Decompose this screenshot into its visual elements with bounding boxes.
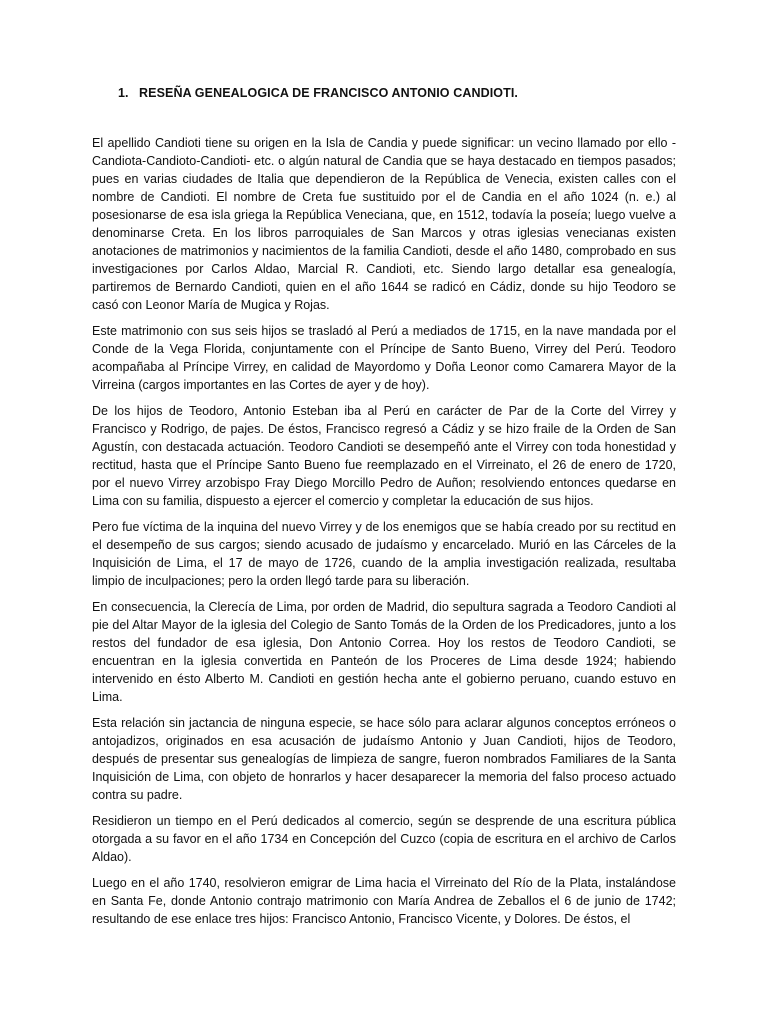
paragraph-origin: El apellido Candioti tiene su origen en la Isla de Candia y puede significar: un vecino llamado por ello - Candiota-Candioto-Candioti- etc. o algún natural de Candia que se haya destacado en tiempos pasados; pues en varias ciudades de Italia que dependieron de la República de Venecia, existen calles con el nombre de Candioti. El nombre de Creta fue sustituido por el de Candia en el año 1024 (n. e.) al posesionarse de esa isla griega la República Veneciana, que, en 1512, todavía la poseía; luego vuelve a denominarse Creta. En los libros parroquiales de San Marcos y otras iglesias venecianas existen anotaciones de matrimonios y nacimientos de la familia Candioti, desde el año 1480, comprobado en sus investigaciones por Carlos Aldao, Marcial R. Candioti, etc. Siendo largo detallar esa genealogía, partiremos de Bernardo Candioti, quien en el año 1644 se radicó en Cádiz, donde su hijo Teodoro se casó con Leonor María de Mugica y Rojas. [92, 136, 676, 312]
paragraph-teodoro-sons: De los hijos de Teodoro, Antonio Esteban iba al Perú en carácter de Par de la Corte del Virrey y Francisco y Rodrigo, de pajes. De éstos, Francisco regresó a Cádiz y se hizo fraile de la Orden de San Agustín, con destacada actuación. Teodoro Candioti se desempeñó ante el Virrey con toda honestidad y rectitud, hasta que el Príncipe Santo Bueno fue reemplazado en el Virreinato, el 26 de enero de 1720, por el nuevo Virrey arzobispo Fray Diego Morcillo Pedro de Auñon; resolviendo entonces quedarse en Lima con su familia, dispuesto a ejercer el comercio y completar la educación de sus hijos. [92, 404, 676, 508]
section-heading [118, 86, 676, 100]
paragraph-peru-voyage: Este matrimonio con sus seis hijos se trasladó al Perú a mediados de 1715, en la nave mandada por el Conde de la Vega Florida, conjuntamente con el Príncipe de Santo Bueno, Virrey del Perú. Teodoro acompañaba al Príncipe Virrey, en calidad de Mayordomo y Doña Leonor como Camarera Mayor de la Virreina (cargos importantes en las Cortes de ayer y de hoy). [92, 324, 676, 392]
heading-title: RESEÑA GENEALOGICA DE FRANCISCO ANTONIO CANDIOTI. [139, 86, 518, 100]
document-body [92, 134, 676, 928]
paragraph-burial: En consecuencia, la Clerecía de Lima, por orden de Madrid, dio sepultura sagrada a Teodoro Candioti al pie del Altar Mayor de la iglesia del Colegio de Santo Tomás de la Orden de los Predicadores, junto a los restos del fundador de esa iglesia, Don Antonio Correa. Hoy los restos de Teodoro Candioti, se encuentran en la iglesia convertida en Panteón de los Proceres de Lima desde 1924; habiendo intervenido en ésto Alberto M. Candioti en gestión hecha ante el gobierno peruano, cuando estuvo en Lima. [92, 600, 676, 704]
paragraph-emigration: Luego en el año 1740, resolvieron emigrar de Lima hacia el Virreinato del Río de la Plata, instalándose en Santa Fe, donde Antonio contrajo matrimonio con María Andrea de Zeballos el 6 de junio de 1742; resultando de ese enlace tres hijos: Francisco Antonio, Francisco Vicente, y Dolores. De éstos, el [92, 876, 676, 926]
paragraph-clarification: Esta relación sin jactancia de ninguna especie, se hace sólo para aclarar algunos conceptos erróneos o antojadizos, originados en esa acusación de judaísmo Antonio y Juan Candioti, hijos de Teodoro, después de presentar sus genealogías de limpieza de sangre, fueron nombrados Familiares de la Santa Inquisición de Lima, con objeto de honrarlos y hacer desaparecer la memoria del falso proceso actuado contra su padre. [92, 716, 676, 802]
heading-number: 1. [118, 86, 129, 100]
paragraph-inquisition: Pero fue víctima de la inquina del nuevo Virrey y de los enemigos que se había creado por su rectitud en el desempeño de sus cargos; siendo acusado de judaísmo y encarcelado. Murió en las Cárceles de la Inquisición de Lima, el 17 de mayo de 1726, cuando de la amplia investigación realizada, resultaba limpio de inculpaciones; pero la orden llegó tarde para su liberación. [92, 520, 676, 588]
paragraph-commerce: Residieron un tiempo en el Perú dedicados al comercio, según se desprende de una escritura pública otorgada a su favor en el año 1734 en Concepción del Cuzco (copia de escritura en el archivo de Carlos Aldao). [92, 814, 676, 864]
